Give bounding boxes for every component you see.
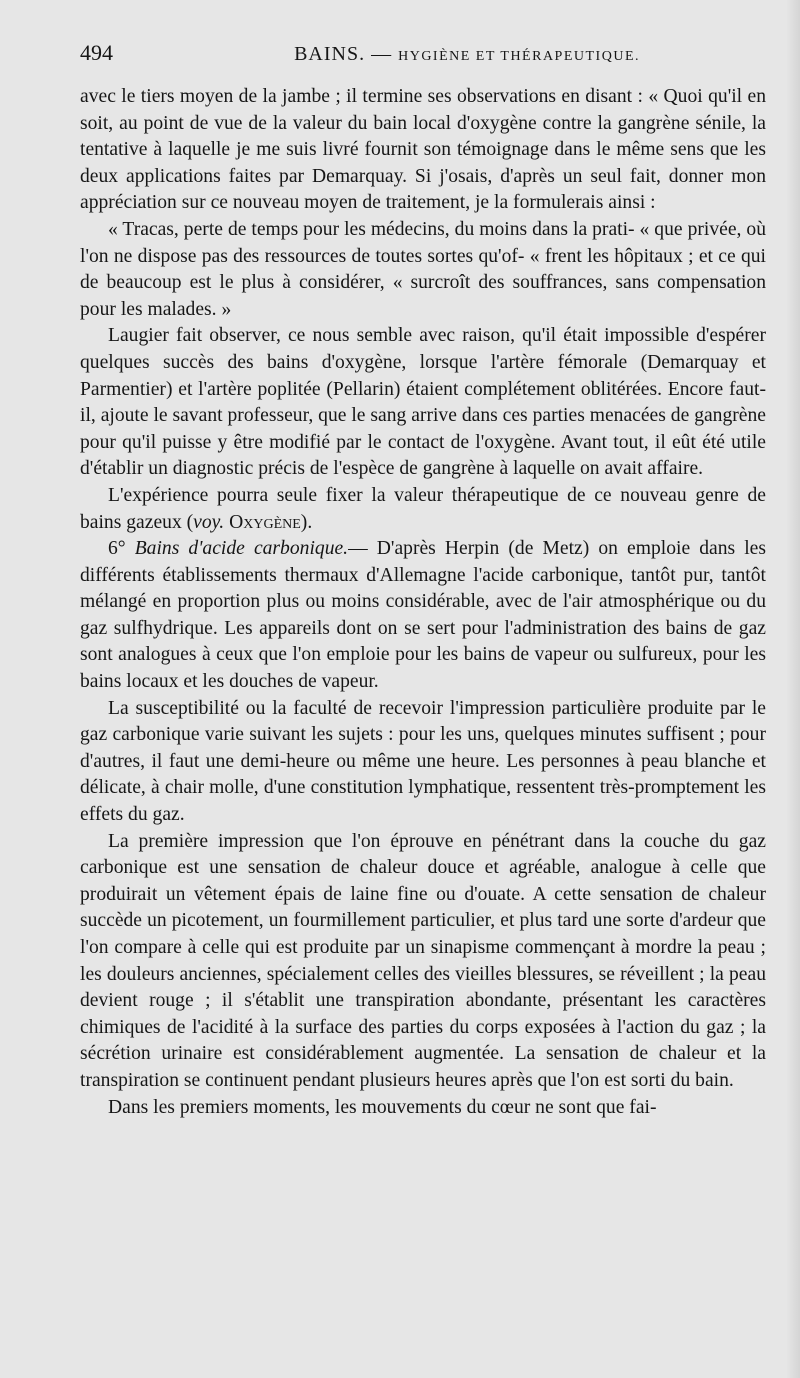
running-title-sub: HYGIÈNE ET THÉRAPEUTIQUE.: [398, 49, 640, 64]
paragraph-8: Dans les premiers moments, les mouvements du cœur ne sont que fai-: [108, 1096, 657, 1118]
paragraph-5-text: — D'après Herpin (de Metz) on emploie dans les différents établissements thermaux d'Allemagne l'acide carbonique, tantôt pur, tantôt mélangé en proportion plus ou moins considérable, avec de l'air atmosphérique ou du gaz sulfhydrique. Les appareils dont on se sert pour l'administration des bains de gaz sont analogues à ceux que l'on emploie pour les bains de vapeur ou sulfureux, pour les bains locaux et les douches de vapeur.: [80, 538, 766, 693]
section-number: 6°: [108, 538, 135, 560]
running-header: [80, 40, 766, 84]
running-title: [294, 43, 640, 66]
paragraph-5: [80, 536, 766, 696]
paragraph-4-close: ).: [300, 511, 313, 533]
paragraph-7: La première impression que l'on éprouve en pénétrant dans la couche du gaz carbonique est une sensation de chaleur douce et agréable, analogue à celle que produirait un vêtement épais de laine fine ou d'ouate. A cette sensation de chaleur succède un picotement, un fourmillement particulier, et plus tard une sorte d'ardeur que l'on compare à celle qui est produite par un sinapisme commençant à mordre la peau ; les douleurs anciennes, spécialement celles des vieilles blessures, se réveillent ; la peau devient rouge ; il s'établit une transpiration abondante, présentant les caractères chimiques de l'acidité à la surface des parties du corps exposées à l'action du gaz ; la sécrétion urinaire est considérablement augmentée. La sensation de chaleur et la transpiration se continuent pendant plusieurs heures après que l'on est sorti du bain.: [80, 830, 766, 1091]
section-heading: Bains d'acide carbonique.: [134, 538, 349, 560]
paragraph-3: Laugier fait observer, ce nous semble avec raison, qu'il était impossible d'espérer quelques succès des bains d'oxygène, lorsque l'artère fémorale (Demarquay et Parmentier) et l'artère poplitée (Pellarin) étaient complétement oblitérées. Encore faut-il, ajoute le savant professeur, que le sang arrive dans ces parties menacées de gangrène pour qu'il puisse y être modifié par le contact de l'oxygène. Avant tout, il eût été utile d'établir un diagnostic précis de l'espèce de gangrène à laquelle on avait affaire.: [80, 325, 766, 480]
running-title-separator: —: [365, 43, 399, 65]
paragraph-1: avec le tiers moyen de la jambe ; il termine ses observations en disant : « Quoi qu'il en soit, au point de vue de la valeur du bain local d'oxygène contre la gangrène sénile, la tentative à laquelle je me suis livré fournit son témoignage dans le même sens que les deux applications faites par Demarquay. Si j'osais, d'après un seul fait, donner mon appréciation sur ce nouveau moyen de traitement, je la formulerais ainsi :: [80, 86, 766, 214]
paragraph-4: [80, 483, 766, 536]
paragraph-4-text: L'expérience pourra seule fixer la valeur thérapeutique de ce nouveau genre de bains gazeux (: [80, 484, 766, 533]
body-text: [80, 84, 766, 1121]
paragraph-4-oxygene: Oxygène: [229, 511, 301, 533]
paragraph-6: La susceptibilité ou la faculté de recevoir l'impression particulière produite par le gaz carbonique varie suivant les sujets : pour les uns, quelques minutes suffisent ; pour d'autres, il faut une demi-heure ou même une heure. Les personnes à peau blanche et délicate, à chair molle, d'une constitution lymphatique, ressentent très-promptement les effets du gaz.: [80, 697, 766, 826]
paragraph-4-voy: voy.: [193, 511, 225, 533]
page-number: 494: [80, 40, 113, 65]
paragraph-quote: « Tracas, perte de temps pour les médecins, du moins dans la prati- « que privée, où l'on ne dispose pas des ressources de toutes sortes qu'of- « frent les hôpitaux ; et ce qui de beaucoup est le plus à considérer, « surcroît des souffrances, sans compensation pour les malades. »: [80, 218, 766, 320]
running-title-main: BAINS.: [294, 43, 366, 65]
page-edge-shadow: [786, 0, 800, 1378]
